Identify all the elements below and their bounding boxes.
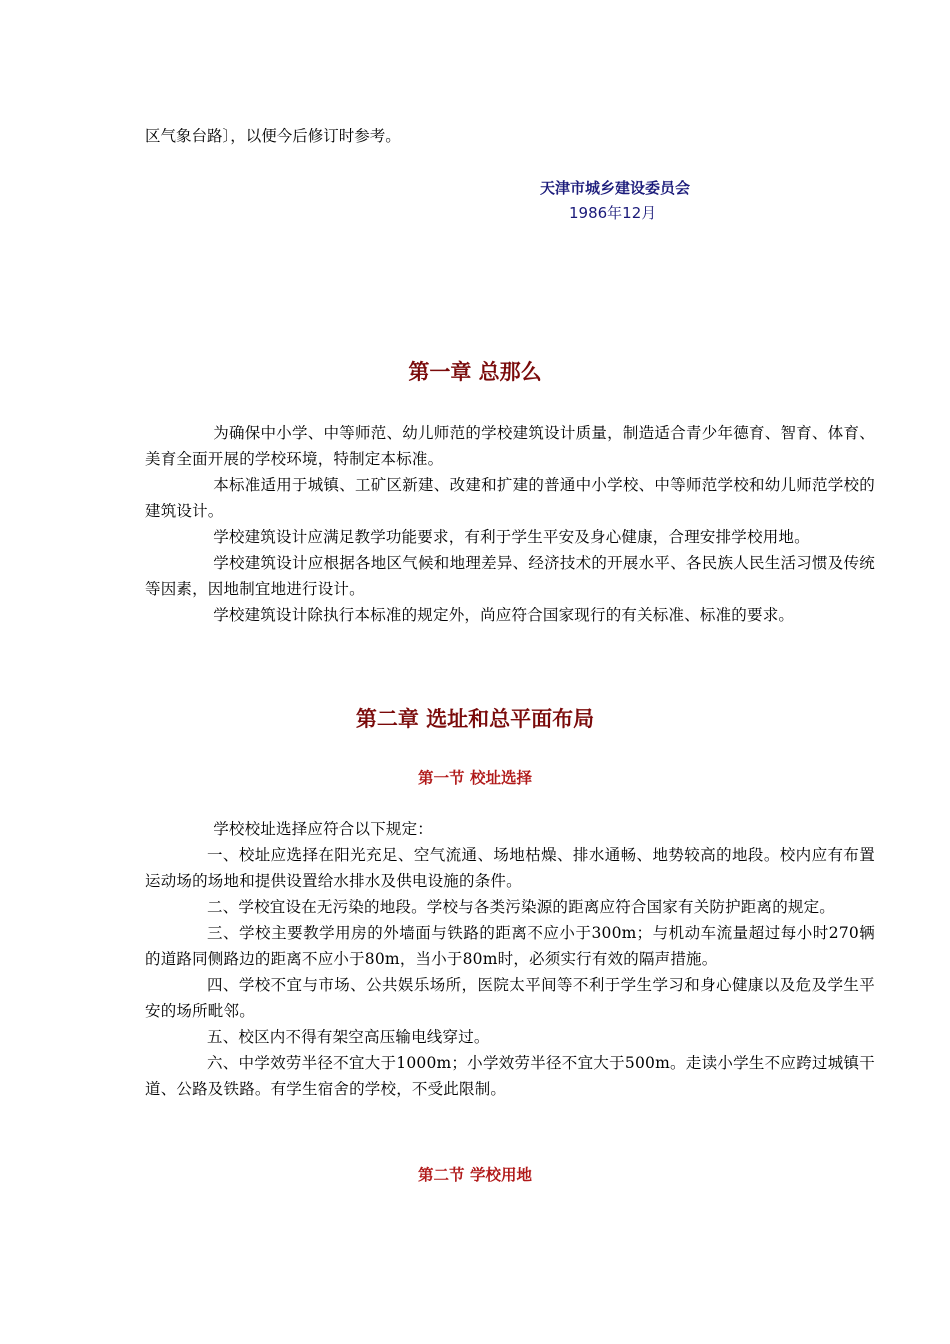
chapter-2-title: 第二章 选址和总平面布局 [355, 707, 595, 731]
paragraph: 学校建筑设计应根据各地区气候和地理差异、经济技术的开展水平、各民族人民生活习惯及传统等因素，因地制宜地进行设计。 [145, 554, 875, 598]
section-1-title: 第一节 校址选择 [418, 769, 532, 787]
signature-org: 天津市城乡建设委员会 [540, 179, 691, 197]
paragraph: 四、学校不宜与市场、公共娱乐场所，医院太平间等不利于学生学习和身心健康以及危及学生平安的场所毗邻。 [145, 976, 875, 1020]
chapter-1-title: 第一章 总那么 [408, 360, 542, 384]
paragraph: 二、学校宜设在无污染的地段。学校与各类污染源的距离应符合国家有关防护距离的规定。 [207, 898, 836, 916]
paragraph: 本标准适用于城镇、工矿区新建、改建和扩建的普通中小学校、中等师范学校和幼儿师范学校的建筑设计。 [145, 476, 875, 520]
paragraph: 五、校区内不得有架空高压输电线穿过。 [207, 1028, 490, 1046]
paragraph: 一、校址应选择在阳光充足、空气流通、场地枯燥、排水通畅、地势较高的地段。校内应有布置运动场的场地和提供设置给水排水及供电设施的条件。 [145, 846, 875, 890]
continuation-line: 区气象台路〕，以便今后修订时参考。 [145, 127, 401, 145]
section-2-title: 第二节 学校用地 [418, 1166, 532, 1184]
paragraph: 学校校址选择应符合以下规定： [213, 820, 433, 838]
paragraph: 六、中学效劳半径不宜大于1000m；小学效劳半径不宜大于500m。走读小学生不应跨过城镇干道、公路及铁路。有学生宿舍的学校，不受此限制。 [145, 1054, 875, 1098]
paragraph: 为确保中小学、中等师范、幼儿师范的学校建筑设计质量，制造适合青少年德育、智育、体育、美育全面开展的学校环境，特制定本标准。 [145, 424, 875, 468]
paragraph: 三、学校主要教学用房的外墙面与铁路的距离不应小于300m；与机动车流量超过每小时270辆的道路同侧路边的距离不应小于80m，当小于80m时，必须实行有效的隔声措施。 [145, 924, 875, 968]
paragraph: 学校建筑设计应满足教学功能要求，有利于学生平安及身心健康，合理安排学校用地。 [213, 528, 810, 546]
section-1-body [145, 816, 875, 1102]
signature-date: 1986年12月 [569, 204, 657, 222]
chapter-1-body [145, 420, 875, 628]
paragraph: 学校建筑设计除执行本标准的规定外，尚应符合国家现行的有关标准、标准的要求。 [213, 606, 795, 624]
